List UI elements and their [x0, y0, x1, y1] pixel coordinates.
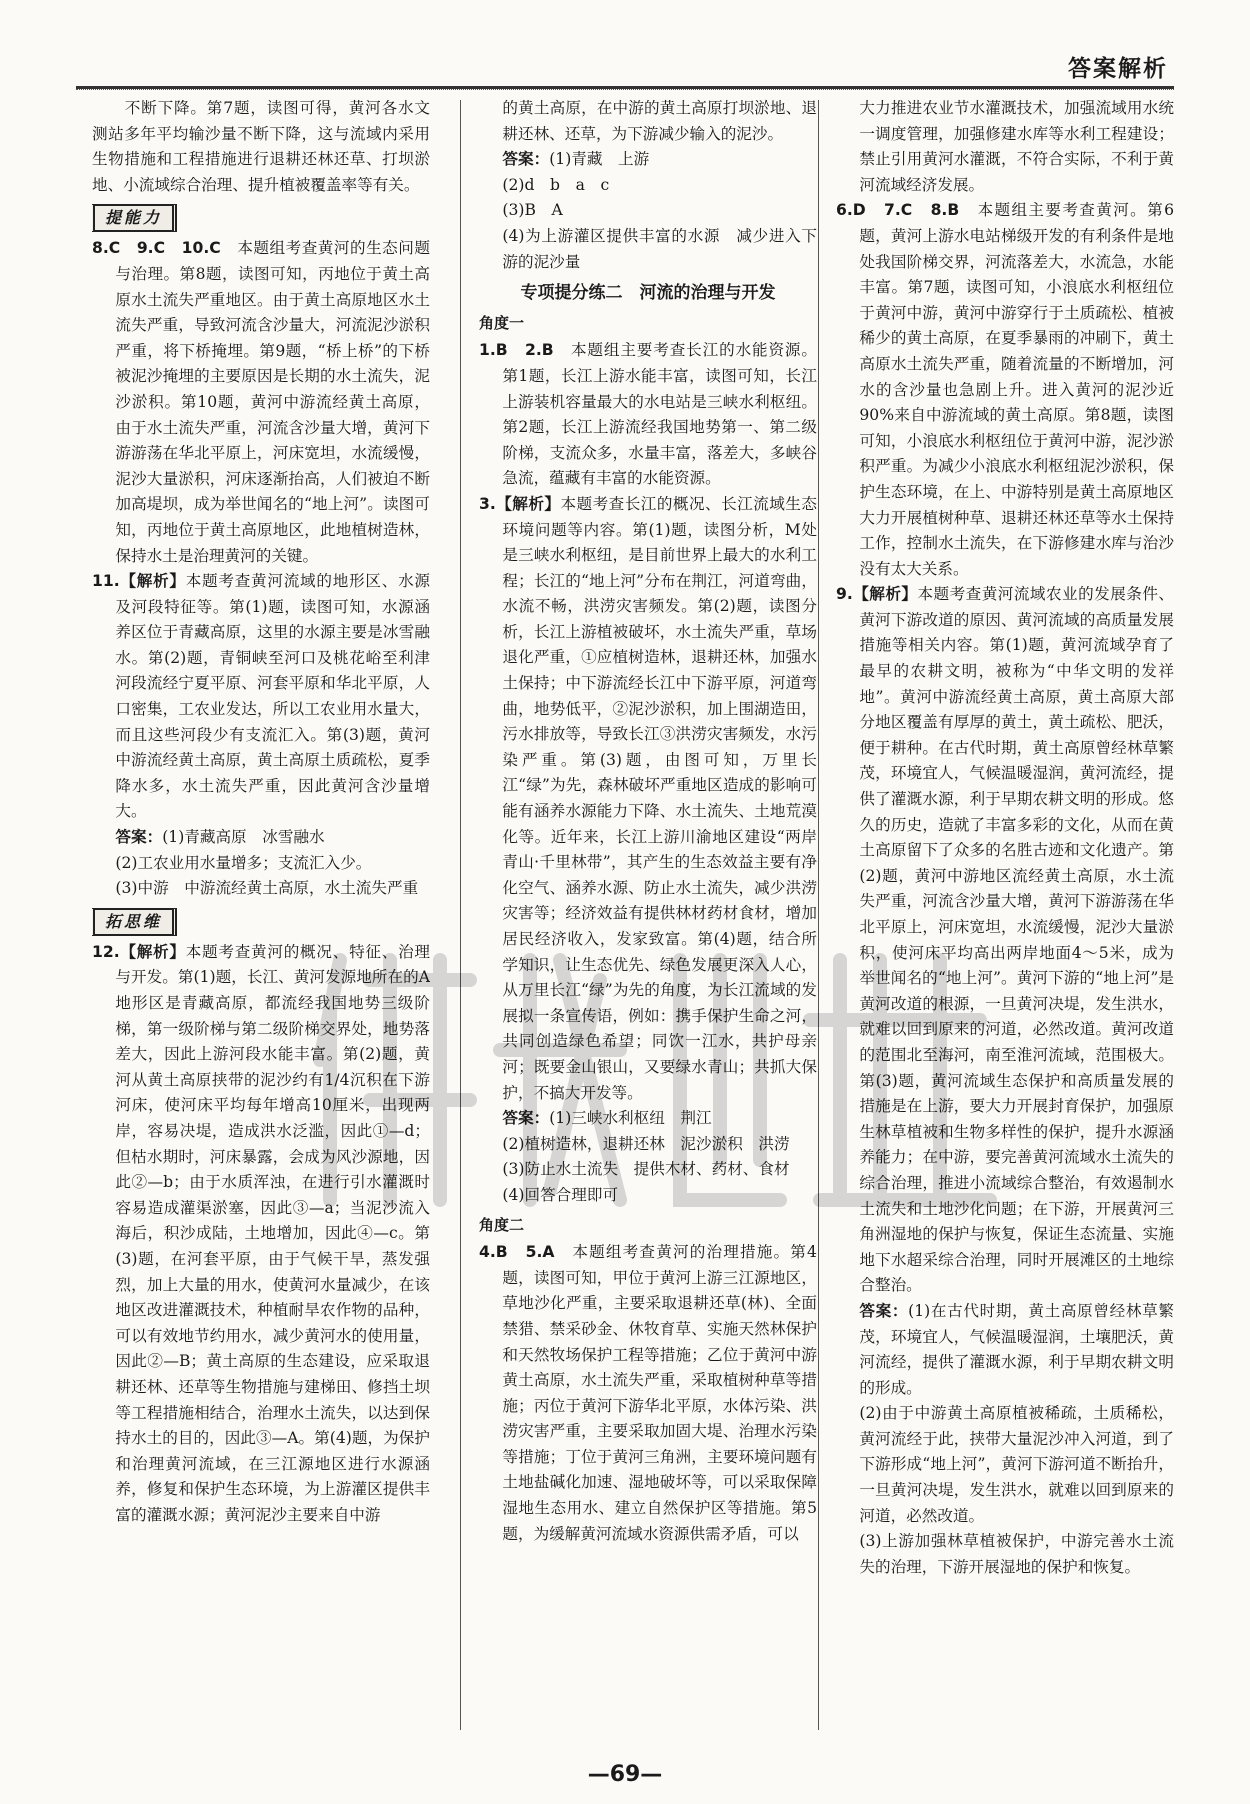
answer-line: (3)上游加强林草植被保护，中游完善水土流失的治理，下游开展湿地的保护和恢复。 [859, 1532, 1174, 1576]
answer-line: (3)B A [502, 201, 563, 220]
question-8-10 [92, 236, 430, 569]
page-number: —69— [587, 1762, 663, 1787]
answer-label: 答案： [115, 828, 163, 847]
answer-11 [92, 825, 430, 902]
answer-3 [479, 1106, 817, 1208]
column-divider [818, 100, 819, 1730]
answer-line: (2)由于中游黄土高原植被稀疏，土质稀松，黄河流经于此，挟带大量泥沙冲入河道，到了下游形成“地上河”，黄河下游河道不断抬升，一旦黄河决堤，发生洪水，就难以回到原来的河道，必然改道。 [859, 1404, 1174, 1525]
continued-paragraph: 大力推进农业节水灌溉技术，加强流域用水统一调度管理，加强修建水库等水利工程建设；禁止引用黄河水灌溉，不符合实际，不利于黄河流域经济发展。 [859, 99, 1174, 194]
answer-line: (2)植树造林，退耕还林 泥沙淤积 洪涝 [502, 1134, 790, 1153]
question-1-2 [479, 338, 817, 492]
question-text: 本题考查长江的概况、长江流域生态环境问题等内容。第(1)题，读图分析，M处是三峡水利枢纽，是目前世界上最大的水利工程；长江的“地上河”分布在荆江，河道弯曲，水流不畅，洪涝灾害频发。第(2)题，读图分析，长江上游植被破坏，水土流失严重，草场退化严重，①应植树造林，退耕还林，加强水土保持；中下游流经长江中下游平原，河道弯曲，地势低平，②泥沙淤积，加上围湖造田，污水排放等，导致长江③洪涝灾害频发，水污染严重。第(3)题，由图可知，万里长江“绿”为先，森林破坏严重地区造成的影响可能有涵养水源能力下降、水土流失、土地荒漠化等。近年来，长江上游川渝地区建设“两岸青山·千里林带”，其产生的生态效益主要有净化空气、涵养水源、防止水土流失，减少洪涝灾害等；经济效益有提供林材药材食材，增加居民经济收入，发家致富。第(4)题，结合所学知识，让生态优先、绿色发展更深入人心，从万里长江“绿”为先的角度，为长江流域的发展拟一条宣传语，例如：携手保护生命之河，共同创造绿色希望；同饮一江水，共护母亲河；既要金山银山，又要绿水青山；共抓大保护，不搞大开发等。 [502, 494, 817, 1102]
column-3 [836, 96, 1174, 1736]
question-number: 6.D 7.C 8.B [836, 201, 960, 220]
answer-12 [479, 147, 817, 275]
section-title: 专项提分练二 河流的治理与开发 [520, 283, 776, 304]
question-9 [836, 582, 1174, 1299]
question-number: 8.C 9.C 10.C [92, 239, 221, 258]
question-number: 9.【解析】 [836, 585, 918, 604]
question-text: 本题组主要考查黄河。第6题，黄河上游水电站梯级开发的有利条件是地处我国阶梯交界，河流落差大，水流急，水能丰富。第7题，读图可知，小浪底水利枢纽位于黄河中游，黄河中游穿行于土质疏松、植被稀少的黄土高原，在夏季暴雨的冲刷下，黄土高原水土流失严重，随着流量的不断增加，河水的含沙量也急剧上升。进入黄河的泥沙近90%来自中游流域的黄土高原。第8题，读图可知，小浪底水利枢纽位于黄河中游，泥沙淤积严重。为减少小浪底水利枢纽泥沙淤积，保护生态环境，在上、中游特别是黄土高原地区大力开展植树种草、退耕还林还草等水土保持工作，控制水土流失，在下游修建水库与治沙没有太大关系。 [859, 201, 1174, 578]
angle-heading: 角度二 [479, 1215, 525, 1234]
column-divider [460, 100, 461, 1730]
question-11 [92, 569, 430, 825]
section-tag-ti-neng-li: 提能力 [92, 204, 177, 232]
answer-line: (1)青藏 上游 [549, 150, 650, 169]
answer-line: (1)在古代时期，黄土高原曾经林草繁茂，环境宜人，气候温暖湿润，土壤肥沃，黄河流经，提供了灌溉水源，利于早期农耕文明的形成。 [859, 1301, 1174, 1397]
header-title: 答案解析 [1068, 56, 1168, 82]
continued-paragraph: 不断下降。第7题，读图可得，黄河各水文测站多年平均输沙量不断下降，这与流域内采用生物措施和工程措施进行退耕还林还草、打坝淤地、小流域综合治理、提升植被覆盖率等有关。 [92, 99, 430, 194]
answer-line: (2)工农业用水量增多；支流汇入少。 [115, 853, 372, 872]
question-4-5 [479, 1240, 817, 1547]
question-text: 本题组考查黄河的生态问题与治理。第8题，读图可知，丙地位于黄土高原水土流失严重地区。由于黄土高原地区水土流失严重，导致河流含沙量大，河流泥沙淤积严重，将下桥掩埋。第9题，“桥上桥”的下桥被泥沙掩埋的主要原因是长期的水土流失，泥沙淤积。第10题，黄河中游流经黄土高原，由于水土流失严重，河流含沙量大增，黄河下游游荡在华北平原上，河床宽坦，水流缓慢，泥沙大量淤积，河床逐渐抬高，人们被迫不断加高堤坝，成为举世闻名的“地上河”。读图可知，丙地位于黄土高原地区，此地植树造林，保持水土是治理黄河的关键。 [115, 239, 430, 565]
question-text: 本题考查黄河的概况、特征、治理与开发。第(1)题，长江、黄河发源地所在的A地形区是青藏高原，都流经我国地势三级阶梯，第一级阶梯与第二级阶梯交界处，地势落差大，因此上游河段水能丰富。第(2)题，黄河从黄土高原挟带的泥沙约有1/4沉积在下游河床，使河床平均每年增高10厘米，出现两岸，容易决堤，造成洪水泛滥，因此①—d；但枯水期时，河床暴露，会成为风沙源地，因此②—b；由于水质浑浊，在进行引水灌溉时容易造成灌渠淤塞，因此③—a；当泥沙流入海后，积沙成陆，土地增加，因此④—c。第(3)题，在河套平原，由于气候干旱，蒸发强烈，加上大量的用水，使黄河水量减少，在该地区改进灌溉技术，种植耐旱农作物的品种，可以有效地节约用水，减少黄河水的使用量，因此②—B；黄土高原的生态建设，应采取退耕还林、还草等生物措施与建梯田、修挡土坝等工程措施相结合，治理水土流失，以达到保持水土的目的，因此③—A。第(4)题，为保护和治理黄河流域，在三江源地区进行水源涵养，修复和保护生态环境，为上游灌区提供丰富的灌溉水源；黄河泥沙主要来自中游 [115, 942, 430, 1524]
answer-label: 答案： [859, 1301, 909, 1320]
answer-line: (4)回答合理即可 [502, 1185, 619, 1204]
answer-label: 答案： [502, 1109, 550, 1128]
column-1 [92, 96, 430, 1736]
section-tag-tuo-si-wei: 拓思维 [92, 908, 177, 936]
continued-paragraph: 的黄土高原，在中游的黄土高原打坝淤地、退耕还林、还草，为下游减少输入的泥沙。 [502, 99, 817, 143]
page-header [0, 0, 1250, 92]
question-number: 4.B 5.A [479, 1243, 555, 1262]
question-number: 3.【解析】 [479, 494, 561, 513]
question-number: 11.【解析】 [92, 572, 186, 591]
question-text: 本题考查黄河流域的地形区、水源及河段特征等。第(1)题，读图可知，水源涵养区位于青藏高原，这里的水源主要是冰雪融水。第(2)题，青铜峡至河口及桃花峪至利津河段流经宁夏平原、河套平原和华北平原，人口密集，工农业发达，所以工农业用水量大，而且这些河段少有支流汇入。第(3)题，黄河中游流经黄土高原，黄土高原土质疏松，夏季降水多，水土流失严重，因此黄河含沙量增大。 [115, 572, 430, 821]
answer-line: (1)三峡水利枢纽 荆江 [549, 1109, 712, 1128]
question-3 [479, 492, 817, 1106]
angle-heading: 角度一 [479, 313, 525, 332]
question-text: 本题考查黄河流域农业的发展条件、黄河下游改道的原因、黄河流域的高质量发展措施等相关内容。第(1)题，黄河流域孕育了最早的农耕文明，被称为“中华文明的发祥地”。黄河中游流经黄土高原，黄土高原大部分地区覆盖有厚厚的黄土，黄土疏松、肥沃，便于耕种。在古代时期，黄土高原曾经林草繁茂，环境宜人，气候温暖湿润，黄河流经，提供了灌溉水源，利于早期农耕文明的形成。悠久的历史，造就了丰富多彩的文化，从而在黄土高原留下了众多的名胜古迹和文化遗产。第(2)题，黄河中游地区流经黄土高原，水土流失严重，河流含沙量大增，黄河下游游荡在华北平原上，河床宽坦，水流缓慢，泥沙大量淤积，使河床平均高出两岸地面4～5米，成为举世闻名的“地上河”。黄河下游的“地上河”是黄河改道的根源，一旦黄河决堤，发生洪水，就难以回到原来的河道，必然改道。黄河改道的范围北至海河，南至淮河流域，范围极大。第(3)题，黄河流域生态保护和高质量发展的措施是在上游，要大力开展封育保护，加强原生林草植被和生物多样性的保护，提升水源涵养能力；在中游，要完善黄河流域水土流失的综合治理，推进小流域综合整治，有效遏制水土流失和土地沙化问题；在下游，开展黄河三角洲湿地的保护与恢复，保证生态流量、实施地下水超采综合治理，同时开展滩区的土地综合整治。 [859, 585, 1174, 1295]
question-text: 本题组主要考查长江的水能资源。第1题，长江上游水能丰富，读图可知，长江上游装机容量最大的水电站是三峡水利枢纽。第2题，长江上游流经我国地势第一、第二级阶梯，支流众多，水量丰富，落差大，多峡谷急流，蕴藏有丰富的水能资源。 [502, 341, 817, 488]
question-number: 12.【解析】 [92, 942, 186, 961]
question-number: 1.B 2.B [479, 341, 554, 360]
answer-line: (2)d b a c [502, 175, 610, 194]
answer-9 [836, 1299, 1174, 1581]
question-12 [92, 940, 430, 1529]
answer-label: 答案： [502, 150, 550, 169]
question-text: 本题组考查黄河的治理措施。第4题，读图可知，甲位于黄河上游三江源地区，草地沙化严重，主要采取退耕还草(林)、全面禁猎、禁采砂金、休牧育草、实施天然林保护和天然牧场保护工程等措施；乙位于黄河中游黄土高原，水土流失严重，采取植树种草等措施；丙位于黄河下游华北平原，水体污染、洪涝灾害严重，主要采取加固大堤、治理水污染等措施；丁位于黄河三角洲，主要环境问题有土地盐碱化加速、湿地破坏等，可以采取保障湿地生态用水、建立自然保护区等措施。第5题，为缓解黄河流域水资源供需矛盾，可以 [502, 1243, 817, 1543]
answer-line: (1)青藏高原 冰雪融水 [162, 828, 325, 847]
answer-line: (3)中游 中游流经黄土高原，水土流失严重 [115, 879, 419, 898]
answer-line: (3)防止水土流失 提供木材、药材、食材 [502, 1160, 790, 1179]
column-2 [479, 96, 817, 1736]
header-rule [76, 86, 1174, 90]
question-6-8 [836, 198, 1174, 582]
answer-line: (4)为上游灌区提供丰富的水源 减少进入下游的泥沙量 [502, 226, 817, 271]
